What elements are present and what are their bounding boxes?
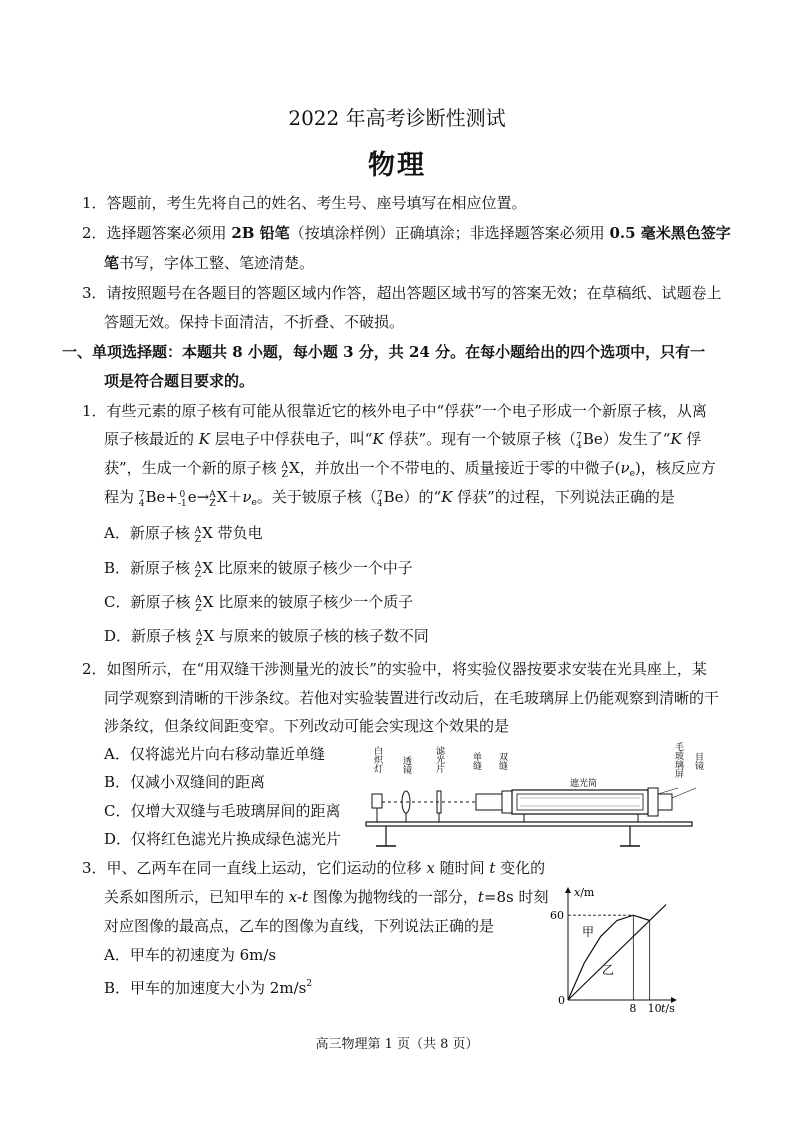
rail: [366, 822, 692, 826]
instruction-2-cont: 笔书写，字体工整、笔迹清楚。: [104, 254, 315, 272]
x-tick-10: 10: [647, 1002, 662, 1014]
lamp: [372, 794, 382, 822]
section-heading: 一、单项选择题：本题共 8 小题，每小题 3 分，共 24 分。在每小题给出的四个选项中，只有一: [62, 343, 706, 361]
single-slit-tube: [476, 794, 502, 810]
page-footer: 高三物理第 1 页（共 8 页）: [315, 1037, 479, 1052]
label-eyepiece: 目镜: [693, 752, 703, 770]
instruction-3: 3．请按照题号在各题目的答题区域内作答，超出答题区域书写的答案无效；在草稿纸、试题卷上: [82, 284, 722, 302]
q2-line2: 同学观察到清晰的干涉条纹。若他对实验装置进行改动后，在毛玻璃屏上仍能观察到清晰的干: [104, 689, 720, 707]
eyepiece: [658, 794, 672, 810]
label-filter: 滤光片: [434, 746, 444, 773]
q3-line2: 关系如图所示，已知甲车的 x-t 图像为抛物线的一部分，t=8s 时刻: [104, 888, 549, 906]
q2-option-b: B．仅减小双缝间的距离: [104, 773, 266, 791]
q2-line3: 涉条纹，但条纹间距变窄。下列改动可能会实现这个效果的是: [104, 717, 510, 735]
label-lens: 透镜: [401, 756, 411, 774]
instruction-1: 1．答题前，考生先将自己的姓名、考生号、座号填写在相应位置。: [82, 194, 527, 212]
label-tube: 遮光筒: [570, 779, 598, 789]
q1-option-a: A．新原子核 A Z X 带负电: [104, 524, 263, 545]
q2-option-d: D．仅将红色滤光片换成绿色滤光片: [104, 830, 342, 848]
origin-label: 0: [558, 994, 565, 1007]
subject-title: 物理: [368, 150, 426, 181]
q3-line1: 3．甲、乙两车在同一直线上运动，它们运动的位移 x 随时间 t 变化的: [82, 859, 546, 877]
q1-line1: 1．有些元素的原子核有可能从很靠近它的核外电子中“俘获”一个电子形成一个新原子核，从离: [82, 402, 707, 420]
label-double-slit: 双缝: [497, 752, 507, 770]
q1-option-d: D．新原子核 A Z X 与原来的铍原子核的核子数不同: [104, 627, 429, 648]
x-tick-8: 8: [629, 1002, 637, 1014]
q1-line2: 原子核最近的 K 层电子中俘获电子，叫“K 俘获”。现有一个铍原子核（ 7 4 Be）发生了“K 俘: [104, 430, 702, 451]
screen: [648, 788, 658, 816]
q2-line1: 2．如图所示，在“用双缝干涉测量光的波长”的实验中，将实验仪器按要求安装在光具座上，某: [82, 660, 707, 678]
xt-graph: [548, 884, 684, 1014]
q3-option-a: A．甲车的初速度为 6m/s: [104, 946, 277, 964]
q2-option-a: A．仅将滤光片向右移动靠近单缝: [104, 745, 325, 763]
instruction-2: 2．选择题答案必须用 2B 铅笔（按填涂样例）正确填涂；非选择题答案必须用 0.5 毫米黑色签字: [82, 224, 731, 242]
shading-tube: [512, 790, 648, 814]
q1-line3: 获”，生成一个新的原子核 A Z X，并放出一个不带电的、质量接近于零的中微子$(\nu_e)$，核反应方: [104, 459, 716, 480]
section-heading-cont: 项是符合题目要求的。: [104, 372, 255, 390]
x-axis-label: t/s: [661, 1002, 675, 1014]
label-screen: 毛玻璃屏: [673, 742, 683, 778]
q2-option-c: C．仅增大双缝与毛玻璃屏间的距离: [104, 802, 341, 820]
q1-option-b: B．新原子核 A Z X 比原来的铍原子核少一个中子: [104, 559, 413, 580]
label-jia: 甲: [582, 925, 595, 939]
label-lamp: 白炽灯: [372, 746, 382, 773]
y-tick-60: 60: [550, 909, 564, 923]
series-yi-line: [568, 905, 666, 1000]
y-axis-label: x/m: [574, 886, 595, 899]
instruction-3-cont: 答题无效。保持卡面清洁，不折叠、不破损。: [104, 313, 405, 331]
q1-line4: 程为 7 4 Be+ 0 -1 e→ A Z $X+\nu_e$。关于铍原子核（ 7 4 Be）的“K 俘获”的过程，下列说法正确的是: [104, 488, 675, 509]
exam-title: 2022 年高考诊断性测试: [288, 106, 506, 130]
optical-bench-figure: [358, 742, 720, 860]
q3-option-b: B．甲车的加速度大小为 $2m/s^2$: [104, 979, 313, 997]
label-single-slit: 单缝: [471, 752, 481, 770]
q1-option-c: C．新原子核 A Z X 比原来的铍原子核少一个质子: [104, 593, 414, 614]
q3-line3: 对应图像的最高点，乙车的图像为直线，下列说法正确的是: [104, 917, 495, 935]
label-yi: 乙: [602, 963, 615, 977]
